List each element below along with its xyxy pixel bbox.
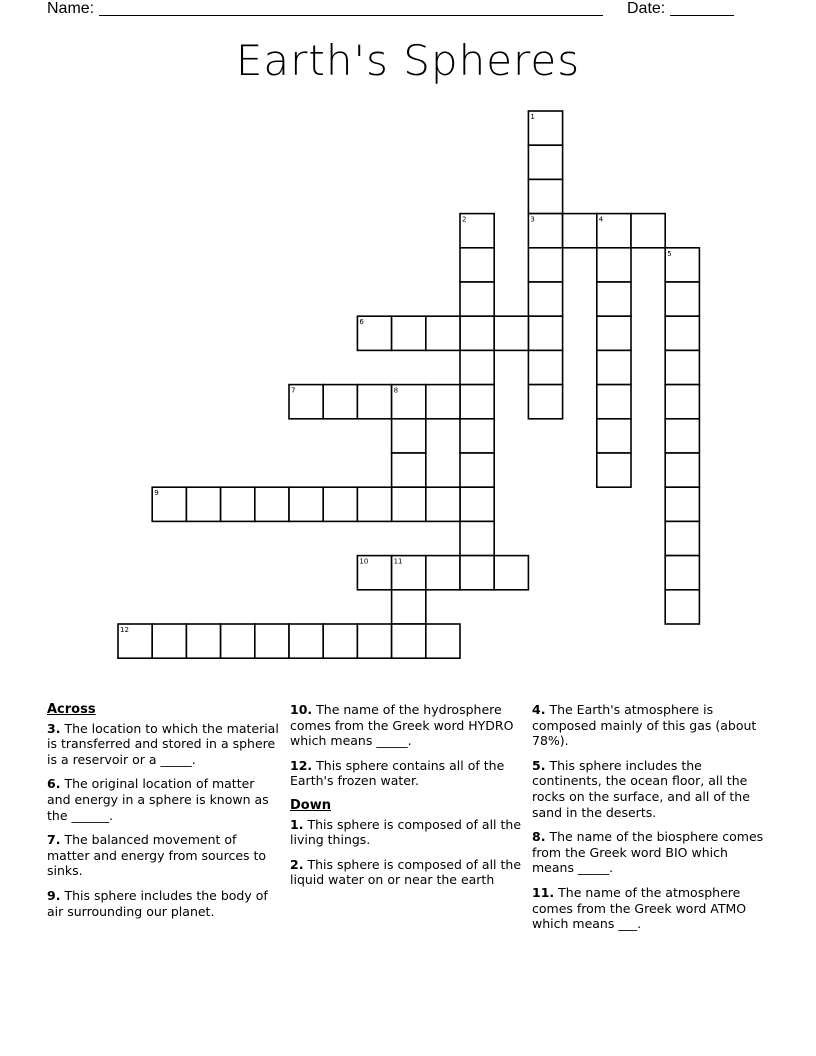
- grid-cell[interactable]: [460, 419, 494, 453]
- grid-cell[interactable]: [528, 145, 562, 179]
- name-label: Name:: [47, 0, 95, 17]
- across-heading: Across: [47, 702, 96, 717]
- grid-cell[interactable]: [528, 350, 562, 384]
- grid-cell[interactable]: [460, 385, 494, 419]
- grid-cell[interactable]: [426, 385, 460, 419]
- grid-cell[interactable]: [392, 316, 426, 350]
- clue-down-8: 8. The name of the biosphere comes from the Greek word BIO which means _____.: [532, 829, 764, 876]
- clues-column-2: [290, 702, 522, 897]
- grid-number-10: 10: [359, 557, 369, 566]
- grid-cell[interactable]: [460, 453, 494, 487]
- grid-cell[interactable]: [597, 350, 631, 384]
- grid-cell[interactable]: [221, 487, 255, 521]
- grid-cell[interactable]: [494, 316, 528, 350]
- grid-cell[interactable]: [289, 487, 323, 521]
- grid-number-11: 11: [393, 557, 403, 566]
- grid-number-1: 1: [530, 113, 535, 121]
- grid-cell[interactable]: [426, 556, 460, 590]
- grid-cell[interactable]: [289, 624, 323, 658]
- grid-cell[interactable]: [152, 624, 186, 658]
- clue-across-10: 10. The name of the hydrosphere comes from the Greek word HYDRO which means _____.: [290, 702, 514, 749]
- grid-number-5: 5: [667, 249, 672, 258]
- grid-cell[interactable]: [460, 350, 494, 384]
- grid-cell[interactable]: [323, 624, 357, 658]
- grid-cell[interactable]: [357, 487, 391, 521]
- grid-cell[interactable]: [392, 453, 426, 487]
- grid-cell[interactable]: [460, 521, 494, 555]
- date-label: Date:: [627, 0, 666, 17]
- grid-cell[interactable]: [460, 282, 494, 316]
- grid-cell[interactable]: [186, 487, 220, 521]
- clue-down-1: 1. This sphere is composed of all the living things.: [290, 816, 522, 848]
- grid-number-6: 6: [359, 318, 364, 327]
- clue-across-9: 9. This sphere includes the body of air surrounding our planet.: [47, 887, 268, 919]
- grid-cell[interactable]: [665, 419, 699, 453]
- grid-cell[interactable]: [255, 624, 289, 658]
- grid-cell[interactable]: [323, 487, 357, 521]
- grid-cell[interactable]: [665, 521, 699, 555]
- clue-across-6: 6. The original location of matter and energy in a sphere is known as the ______.: [47, 776, 269, 823]
- clues-column-1: [47, 702, 279, 928]
- grid-cell[interactable]: [528, 248, 562, 282]
- down-heading: Down: [290, 797, 331, 813]
- grid-cell[interactable]: [392, 419, 426, 453]
- clue-down-4: 4. The Earth's atmosphere is composed mainly of this gas (about 78%).: [532, 702, 757, 749]
- grid-cell[interactable]: [631, 214, 665, 248]
- grid-cell[interactable]: [494, 556, 528, 590]
- grid-cell[interactable]: [665, 316, 699, 350]
- clue-down-2: 2. This sphere is composed of all the liquid water on or near the earth: [290, 856, 522, 888]
- grid-cell[interactable]: [597, 316, 631, 350]
- grid-cell[interactable]: [597, 453, 631, 487]
- grid-cell[interactable]: [665, 282, 699, 316]
- grid-cell[interactable]: [323, 385, 357, 419]
- grid-cell[interactable]: [563, 214, 597, 248]
- grid-cell[interactable]: [460, 248, 494, 282]
- grid-cell[interactable]: [665, 350, 699, 384]
- clue-across-7: 7. The balanced movement of matter and energy from sources to sinks.: [47, 832, 267, 879]
- grid-cell[interactable]: [460, 487, 494, 521]
- grid-cell[interactable]: [426, 624, 460, 658]
- grid-cell[interactable]: [221, 624, 255, 658]
- grid-cell[interactable]: [186, 624, 220, 658]
- grid-cell[interactable]: [597, 282, 631, 316]
- grid-cell[interactable]: [426, 487, 460, 521]
- grid-cell[interactable]: [665, 556, 699, 590]
- clue-down-11: 11. The name of the atmosphere comes from the Greek word ATMO which means ___.: [532, 884, 747, 932]
- grid-cell[interactable]: [528, 385, 562, 419]
- grid-cell[interactable]: [392, 624, 426, 658]
- grid-cell[interactable]: [357, 624, 391, 658]
- clues-column-3: [532, 702, 764, 941]
- grid-cell[interactable]: [392, 590, 426, 624]
- grid-cell[interactable]: [665, 487, 699, 521]
- grid-cell[interactable]: [460, 556, 494, 590]
- grid-number-9: 9: [154, 489, 159, 498]
- grid-cell[interactable]: [665, 590, 699, 624]
- clue-down-5: 5. This sphere includes the continents, the ocean floor, all the rocks on the surface, and all of the sand in the deserts.: [532, 757, 750, 820]
- grid-cell[interactable]: [392, 487, 426, 521]
- clue-across-12: 12. This sphere contains all of the Earth's frozen water.: [290, 757, 505, 789]
- grid-cell[interactable]: [665, 385, 699, 419]
- grid-cell[interactable]: [255, 487, 289, 521]
- grid-number-8: 8: [393, 386, 399, 395]
- page-title: Earth's Spheres: [235, 36, 581, 85]
- grid-cell[interactable]: [528, 179, 562, 213]
- grid-cell[interactable]: [460, 316, 494, 350]
- clue-across-3: 3. The location to which the material is transferred and stored in a sphere is a reservoir or a _____.: [47, 720, 279, 767]
- grid-cell[interactable]: [597, 385, 631, 419]
- grid-cell[interactable]: [528, 282, 562, 316]
- grid-number-2: 2: [462, 215, 467, 224]
- grid-number-7: 7: [291, 386, 296, 395]
- grid-number-12: 12: [120, 626, 129, 634]
- grid-cell[interactable]: [357, 385, 391, 419]
- grid-cell[interactable]: [528, 316, 562, 350]
- grid-cell[interactable]: [597, 419, 631, 453]
- grid-cell[interactable]: [665, 453, 699, 487]
- grid-cell[interactable]: [597, 248, 631, 282]
- grid-cell[interactable]: [426, 316, 460, 350]
- grid-number-4: 4: [598, 215, 604, 224]
- grid-number-3: 3: [530, 215, 535, 224]
